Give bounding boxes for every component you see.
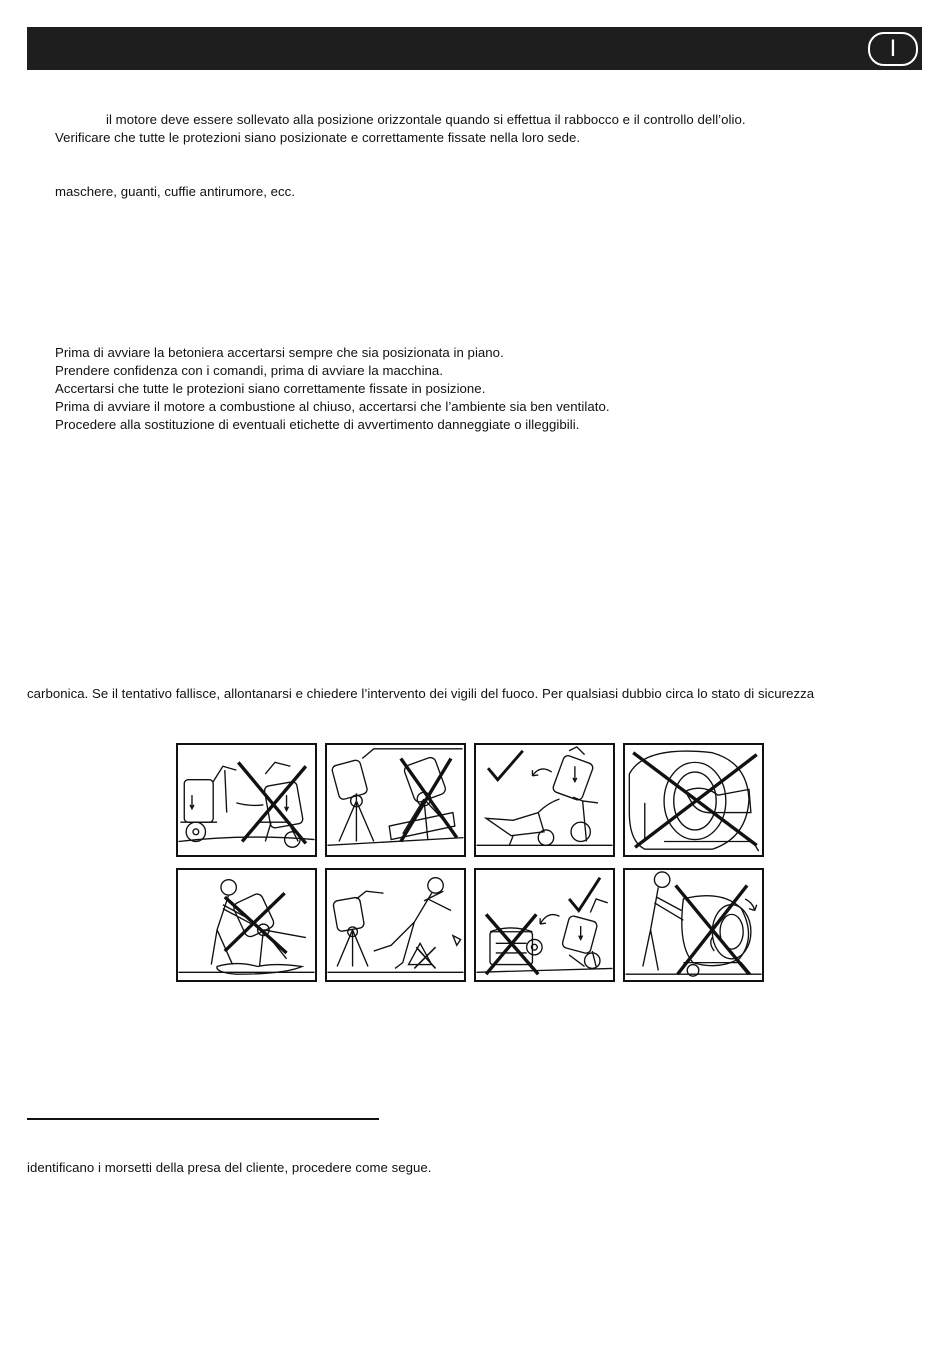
fire-text: carbonica. Se il tentativo fallisce, allontanarsi e chiedere l’intervento dei vigili del fuoco. Per qualsiasi dubbio circa lo stato di sicurezza xyxy=(27,686,815,701)
oil-note-text: il motore deve essere sollevato alla posizione orizzontale quando si effettua il rabbocco e il controllo dell’olio. xyxy=(106,112,746,127)
terminals-text: identificano i morsetti della presa del cliente, procedere come segue. xyxy=(27,1160,432,1175)
illustration-hand-in-drum xyxy=(623,743,764,857)
before-start-line-1: Prima di avviare la betoniera accertarsi sempre che sia posizionata in piano. xyxy=(55,345,504,360)
header-bar xyxy=(27,27,922,70)
before-start-line-2: Prendere confidenza con i comandi, prima di avviare la macchina. xyxy=(55,363,444,378)
ppe-text: maschere, guanti, cuffie antirumore, ecc. xyxy=(55,184,296,199)
illustration-mixer-stand-tilted xyxy=(325,743,466,857)
section-divider xyxy=(27,1118,379,1120)
before-start-line-4: Prima di avviare il motore a combustione al chiuso, accertarsi che l’ambiente sia ben ventilato. xyxy=(55,399,610,414)
illustration-worker-tripping xyxy=(325,868,466,982)
illustration-worker-tilting-drum xyxy=(623,868,764,982)
before-start-line-5: Procedere alla sostituzione di eventuali etichette di avvertimento danneggiate o illeggibili. xyxy=(55,417,580,432)
illustration-mixer-pour-wheelbarrow xyxy=(474,743,615,857)
illustration-mixer-incline xyxy=(176,743,317,857)
language-badge: I xyxy=(868,32,918,66)
guards-check-text: Verificare che tutte le protezioni siano posizionate e correttamente fissate nella loro sede. xyxy=(55,130,581,145)
illustration-worker-wet-ground xyxy=(176,868,317,982)
before-start-line-3: Accertarsi che tutte le protezioni siano correttamente fissate in posizione. xyxy=(55,381,486,396)
illustration-generator-mixer xyxy=(474,868,615,982)
